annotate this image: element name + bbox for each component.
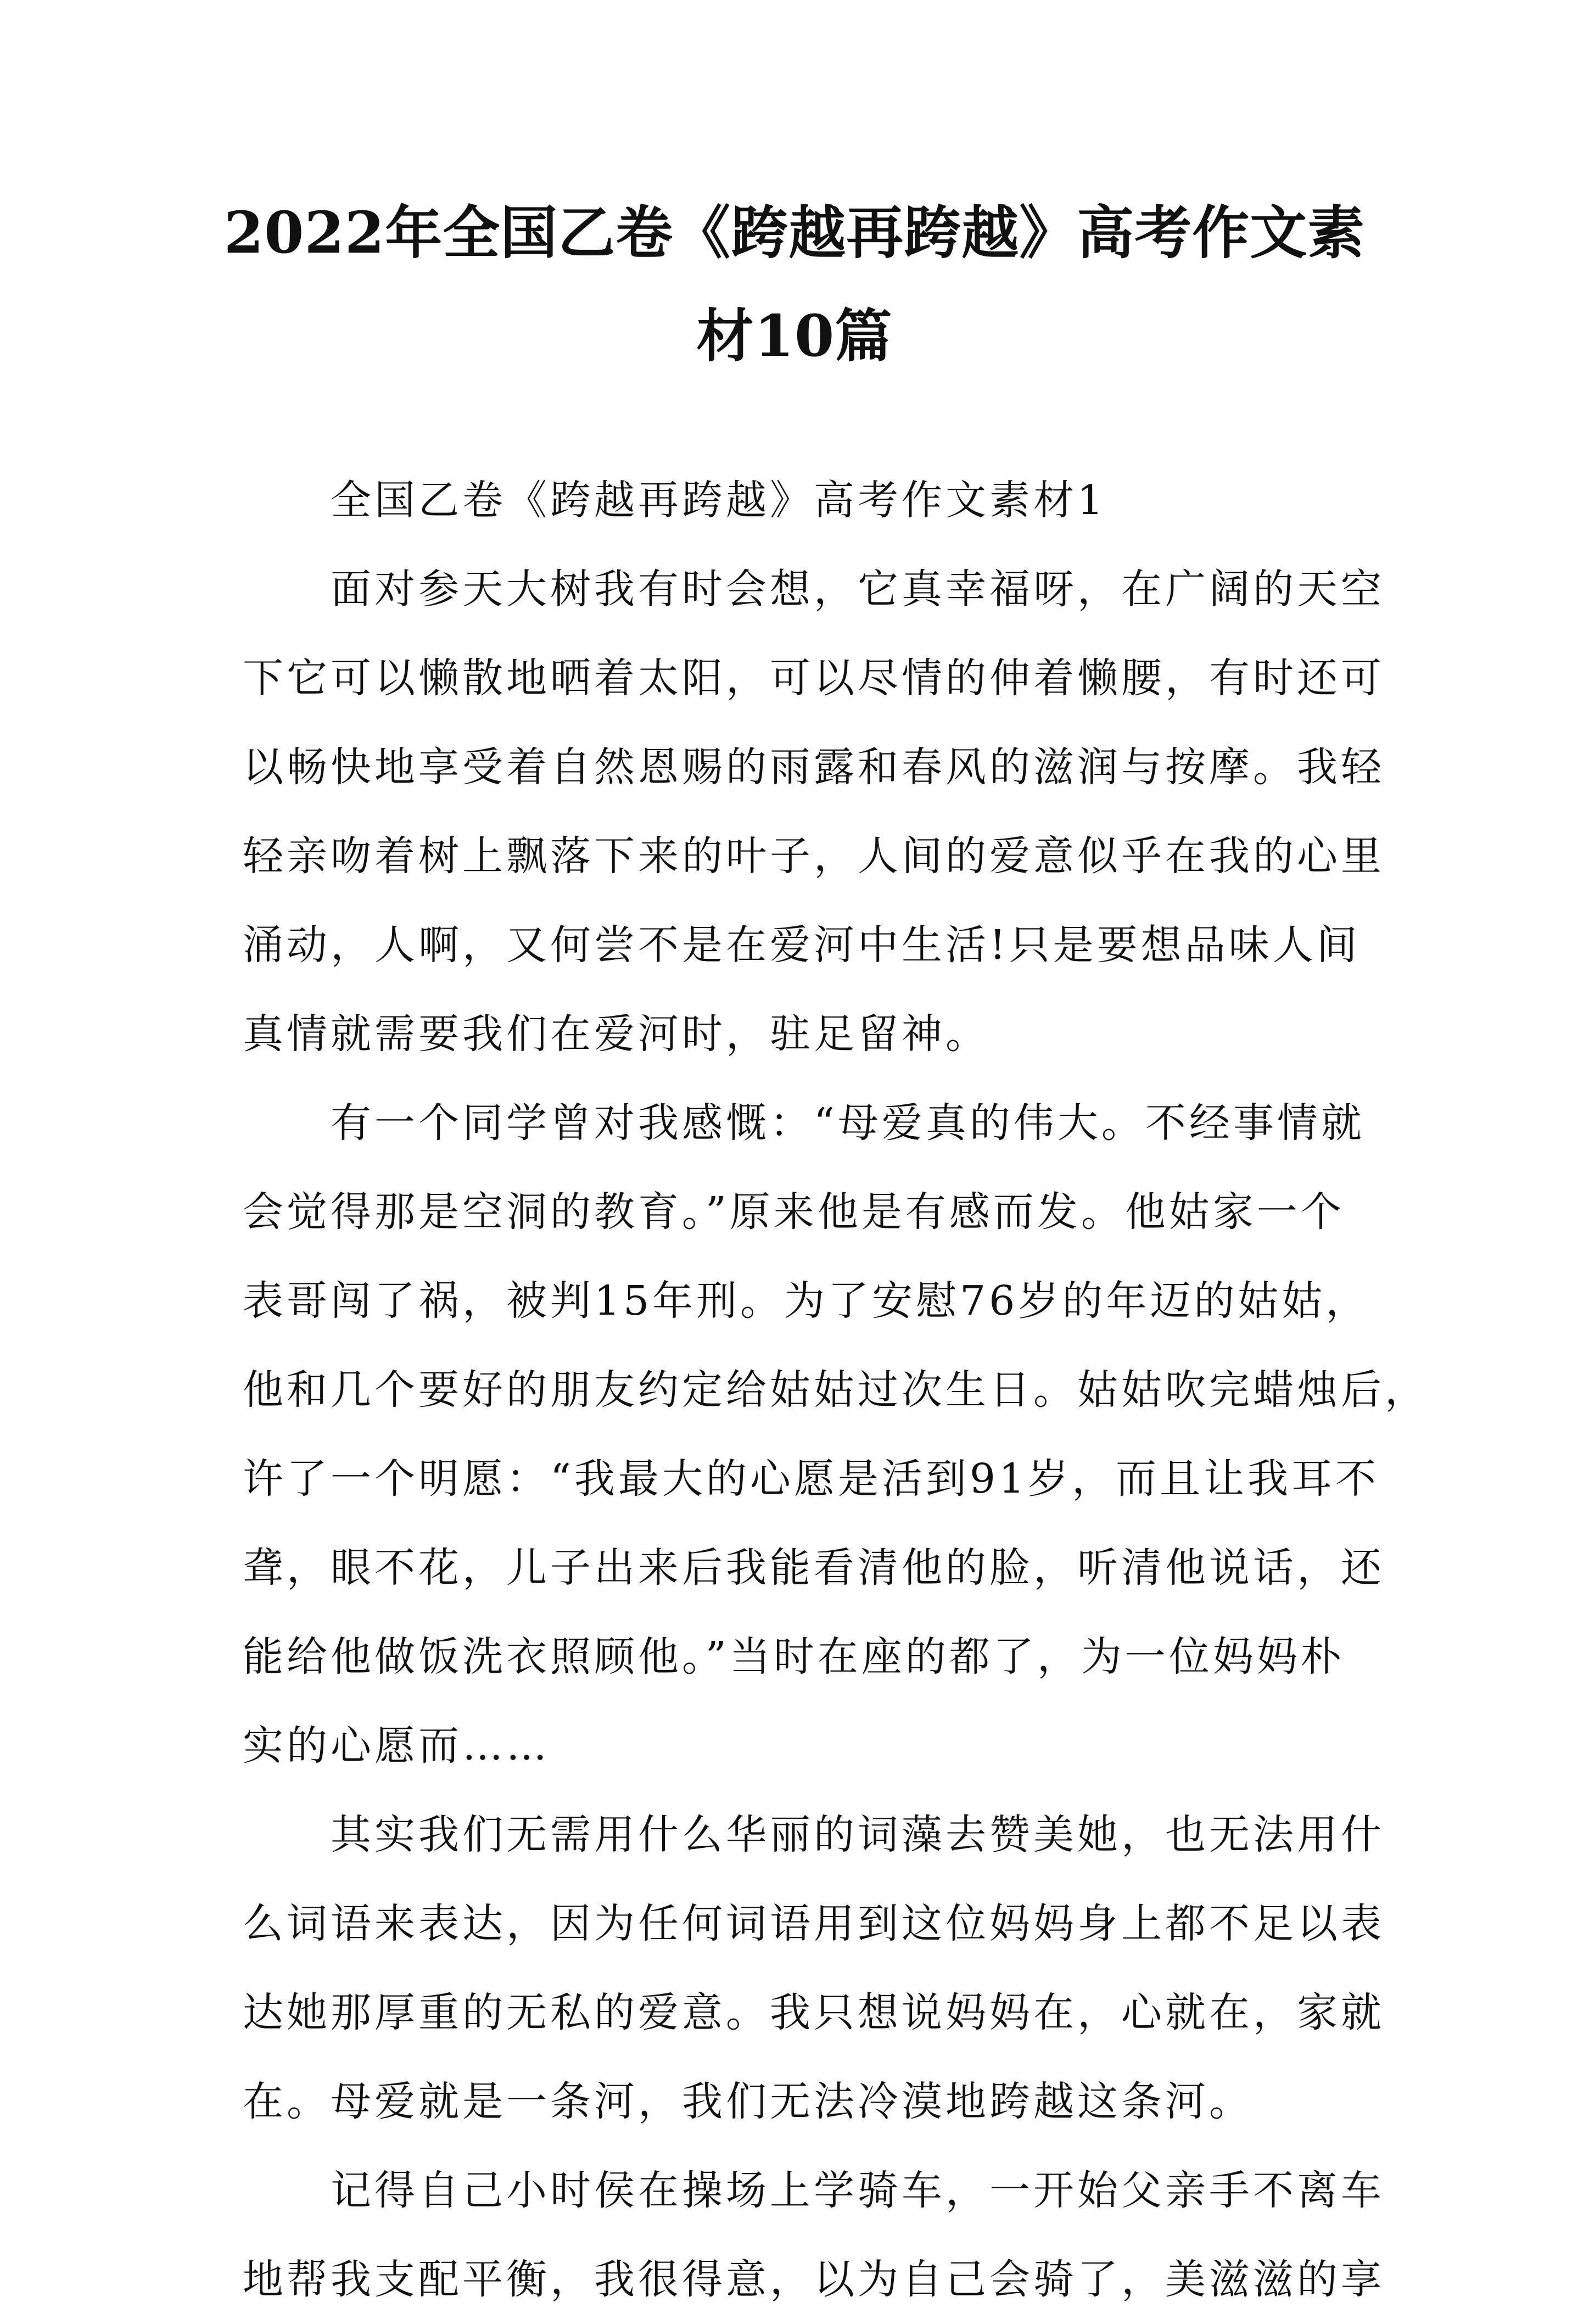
text-line: 有一个同学曾对我感慨：“母爱真的伟大。不经事情就: [331, 1099, 1365, 1147]
text-line: 下它可以懒散地晒着太阳，可以尽情的伸着懒腰，有时还可: [243, 655, 1385, 702]
text-line: 许了一个明愿：“我最大的心愿是活到91岁，而且让我耳不: [243, 1455, 1379, 1502]
text-line: 涌动，人啊，又何尝不是在爱河中生活!只是要想品味人间: [243, 921, 1361, 969]
text-line: 真情就需要我们在爱河时，驻足留神。: [243, 1010, 989, 1058]
text-line: 在。母爱就是一条河，我们无法冷漠地跨越这条河。: [243, 2078, 1253, 2125]
document-body: [243, 456, 1429, 2324]
text-line: 聋，眼不花，儿子出来后我能看清他的脸，听清他说话，还: [243, 1544, 1385, 1591]
text-line: 地帮我支配平衡，我很得意，以为自己会骑了，美滋滋的享: [243, 2256, 1385, 2303]
text-line: 能给他做饭洗衣照顾他。”当时在座的都了，为一位妈妈朴: [243, 1633, 1345, 1680]
text-line: 么词语来表达，因为任何词语用到这位妈妈身上都不足以表: [243, 1900, 1385, 1947]
paragraph-5: [243, 2146, 1385, 2324]
text-line: 会觉得那是空洞的教育。”原来他是有感而发。他姑家一个: [243, 1188, 1345, 1236]
paragraph-4: [243, 1790, 1385, 2146]
text-line: 以畅快地享受着自然恩赐的雨露和春风的滋润与按摩。我轻: [243, 744, 1385, 791]
text-line: 表哥闯了祸，被判15年刑。为了安慰76岁的年迈的姑姑，: [243, 1277, 1370, 1325]
paragraph-2: [243, 545, 1385, 1079]
text-line: 其实我们无需用什么华丽的词藻去赞美她，也无法用什: [331, 1811, 1385, 1858]
title-line-2: 材10篇: [696, 302, 893, 370]
title-line-1: 2022年全国乙卷《跨越再跨越》高考作文素: [223, 199, 1366, 266]
paragraph-1-heading: [243, 456, 1363, 545]
document-title: [0, 181, 1589, 388]
paragraph-3: [243, 1079, 1429, 1790]
text-line: 达她那厚重的无私的爱意。我只想说妈妈在，心就在，家就: [243, 1989, 1385, 2036]
text-line: 全国乙卷《跨越再跨越》高考作文素材1: [331, 477, 1107, 524]
text-line: 记得自己小时侯在操场上学骑车，一开始父亲手不离车: [331, 2167, 1385, 2214]
text-line: 他和几个要好的朋友约定给姑姑过次生日。姑姑吹完蜡烛后，: [243, 1366, 1429, 1414]
text-line: 面对参天大树我有时会想，它真幸福呀，在广阔的天空: [331, 566, 1385, 613]
text-line: 轻亲吻着树上飘落下来的叶子，人间的爱意似乎在我的心里: [243, 833, 1385, 880]
text-line: 实的心愿而……: [243, 1722, 550, 1769]
